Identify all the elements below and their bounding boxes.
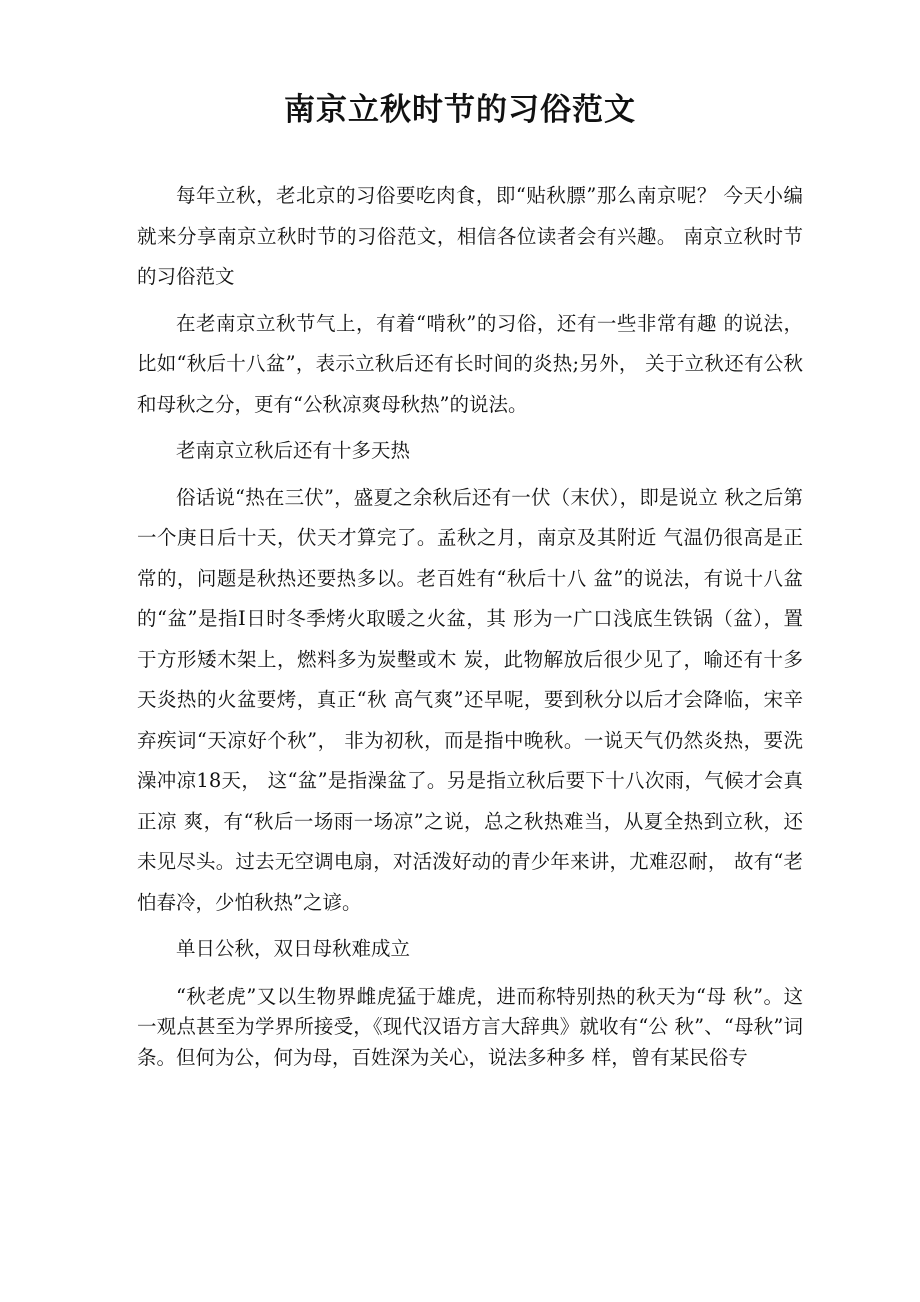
paragraph-intro: 每年立秋，老北京的习俗要吃肉食，即“贴秋膘”那么南京呢？ 今天小编就来分享南京立秋时节的习俗范文，相信各位读者会有兴趣。 南京立秋时节的习俗范文 [137,184,803,288]
paragraph-muqiu: “秋老虎”又以生物界雌虎猛于雄虎，进而称特别热的秋天为“母 秋”。这一观点甚至为学界所接受，《现代汉语方言大辞典》就收有“公 秋”、“母秋”词条。但何为公，何为母，百姓深为关心，说法多种多 样，曾有某民俗专 [137,984,803,1069]
paragraph-customs: 在老南京立秋节气上，有着“啃秋”的习俗，还有一些非常有趣 的说法，比如“秋后十八盆”，表示立秋后还有长时间的炎热;另外， 关于立秋还有公秋和母秋之分，更有“公秋凉爽母秋热”的说法。 [137,311,803,416]
document-title: 南京立秋时节的习俗范文 [284,92,636,128]
section-heading-gongqiu-muqiu: 单日公秋，双日母秋难成立 [176,937,411,960]
section-heading-heat: 老南京立秋后还有十多天热 [176,439,411,462]
paragraph-heat: 俗话说“热在三伏”，盛夏之余秋后还有一伏（末伏），即是说立 秋之后第一个庚日后十天，伏天才算完了。孟秋之月，南京及其附近 气温仍很高是正常的，问题是秋热还要热多以。老百姓有“秋后十八 盆”的说法，有说十八盆的“盆”是指I日时冬季烤火取暖之火盆，其 形为一广口浅底生铁锅（盆），置于方形矮木架上，燃料多为炭墼或木 炭，此物解放后很少见了，喻还有十多天炎热的火盆要烤，真正“秋 高气爽”还早呢，要到秋分以后才会降临，宋辛弃疾词“天凉好个秋”， 非为初秋，而是指中晚秋。一说天气仍然炎热，要洗澡冲凉18天， 这“盆”是指澡盆了。另是指立秋后要下十八次雨，气候才会真正凉 爽，有“秋后一场雨一场凉”之说，总之秋热难当，从夏全热到立秋，还未见尽头。过去无空调电扇，对活泼好动的青少年来讲，尤难忍耐， 故有“老怕春冷，少怕秋热”之谚。 [137,485,803,914]
document-body [137,176,803,1073]
